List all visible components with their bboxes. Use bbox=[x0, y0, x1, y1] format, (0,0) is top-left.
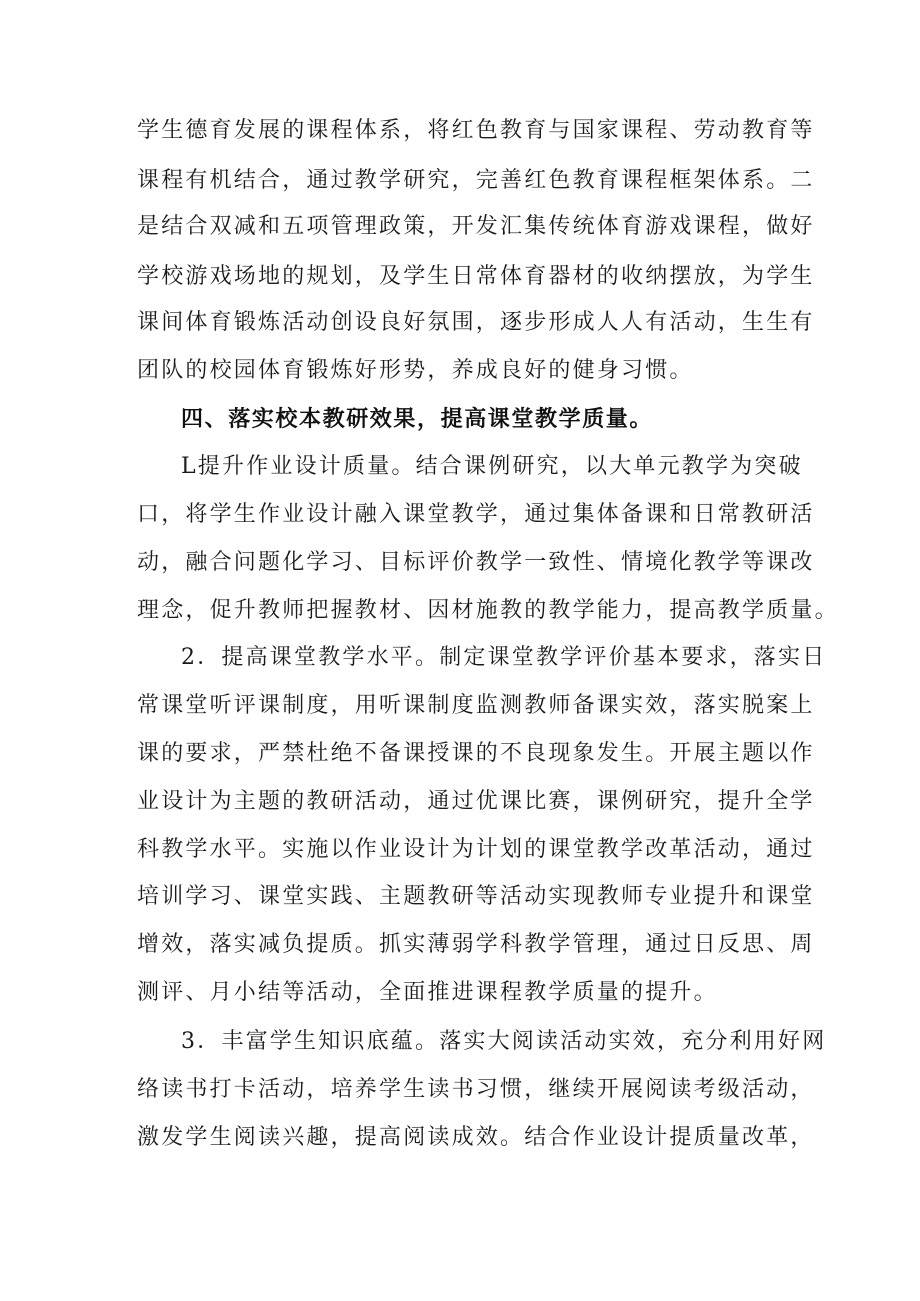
paragraph-line: 动，融合问题化学习、目标评价教学一致性、情境化教学等课改 bbox=[137, 550, 815, 575]
paragraph-line: 学校游戏场地的规划，及学生日常体育器材的收纳摆放，为学生 bbox=[137, 264, 815, 289]
paragraph-line: 团队的校园体育锻炼好形势，养成良好的健身习惯。 bbox=[137, 358, 694, 383]
paragraph-line: 业设计为主题的教研活动，通过优课比赛，课例研究，提升全学 bbox=[137, 789, 815, 814]
paragraph-line: 2．提高课堂教学水平。制定课堂教学评价基本要求，落实日 bbox=[181, 645, 827, 670]
paragraph-line: 3．丰富学生知识底蕴。落实大阅读活动实效，充分利用好网 bbox=[181, 1029, 827, 1054]
paragraph-line: 常课堂听评课制度，用听课制度监测教师备课实效，落实脱案上 bbox=[137, 693, 815, 718]
section-heading: 四、落实校本教研效果，提高课堂教学质量。 bbox=[181, 407, 654, 432]
paragraph-line: 增效，落实减负提质。抓实薄弱学科教学管理，通过日反思、周 bbox=[137, 932, 815, 957]
paragraph-line: 培训学习、课堂实践、主题教研等活动实现教师专业提升和课堂 bbox=[137, 884, 815, 909]
paragraph-line: 口，将学生作业设计融入课堂教学，通过集体备课和日常教研活 bbox=[137, 502, 815, 527]
paragraph-line: 激发学生阅读兴趣，提高阅读成效。结合作业设计提质量改革， bbox=[137, 1125, 815, 1150]
paragraph-line: 课程有机结合，通过教学研究，完善红色教育课程框架体系。二 bbox=[137, 168, 815, 193]
paragraph-line: 课间体育锻炼活动创设良好氛围，逐步形成人人有活动，生生有 bbox=[137, 310, 815, 335]
paragraph-line: 测评、月小结等活动，全面推进课程教学质量的提升。 bbox=[137, 980, 718, 1005]
paragraph-line: 理念，促升教师把握教材、因材施教的教学能力，提高教学质量。 bbox=[137, 598, 839, 623]
paragraph-line: 科教学水平。实施以作业设计为计划的课堂教学改革活动，通过 bbox=[137, 837, 815, 862]
paragraph-line: 是结合双减和五项管理政策，开发汇集传统体育游戏课程，做好 bbox=[137, 214, 815, 239]
paragraph-line: 学生德育发展的课程体系，将红色教育与国家课程、劳动教育等 bbox=[137, 118, 815, 143]
paragraph-line: L提升作业设计质量。结合课例研究，以大单元教学为突破 bbox=[181, 454, 803, 479]
paragraph-line: 课的要求，严禁杜绝不备课授课的不良现象发生。开展主题以作 bbox=[137, 741, 815, 766]
paragraph-line: 络读书打卡活动，培养学生读书习惯，继续开展阅读考级活动， bbox=[137, 1077, 815, 1102]
